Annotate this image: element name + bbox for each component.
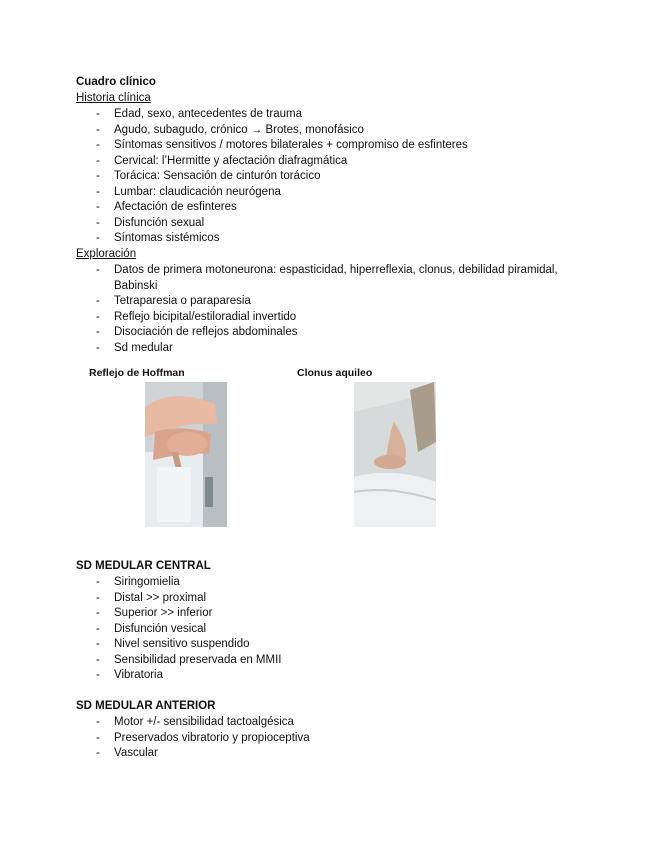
list-item: - Siringomielia	[96, 575, 596, 591]
list-item: - Disociación de reflejos abdominales	[96, 325, 586, 341]
section-title-sd-medular-central: SD MEDULAR CENTRAL	[76, 560, 211, 572]
list-item: - Disfunción vesical	[96, 622, 596, 638]
list-item: - Datos de primera motoneurona: espasticidad, hiperreflexia, clonus, debilidad piramidal, Babinski	[96, 263, 586, 294]
anterior-list	[96, 715, 596, 762]
list-item: - Sensibilidad preservada en MMII	[96, 653, 596, 669]
list-item: - Agudo, subagudo, crónico → Brotes, monofásico	[96, 123, 596, 139]
list-item: - Síntomas sistémicos	[96, 231, 596, 247]
list-item: - Preservados vibratorio y propioceptiva	[96, 731, 596, 747]
clonus-aquileo-photo	[354, 382, 436, 527]
subsection-title-exploracion: Exploración	[76, 248, 137, 260]
subsection-title-historia: Historia clínica	[76, 92, 151, 104]
hoffman-reflex-photo	[145, 382, 227, 527]
list-item: - Reflejo bicipital/estiloradial invertido	[96, 310, 586, 326]
historia-list	[96, 107, 596, 247]
list-item: - Distal >> proximal	[96, 591, 596, 607]
list-item: - Sd medular	[96, 341, 586, 357]
central-list	[96, 575, 596, 684]
figure-caption-hoffman: Reflejo de Hoffman	[89, 367, 185, 379]
section-title-cuadro-clinico: Cuadro clínico	[76, 76, 156, 88]
list-item: - Lumbar: claudicación neurógena	[96, 185, 596, 201]
list-item: - Motor +/- sensibilidad tactoalgésica	[96, 715, 596, 731]
list-item: - Tetraparesia o paraparesia	[96, 294, 586, 310]
list-item: - Síntomas sensitivos / motores bilaterales + compromiso de esfinteres	[96, 138, 596, 154]
exploracion-list	[96, 263, 586, 356]
list-item: - Afectación de esfinteres	[96, 200, 596, 216]
list-item: - Vascular	[96, 746, 596, 762]
list-item: - Cervical: l’Hermitte y afectación diafragmática	[96, 154, 596, 170]
figure-caption-clonus: Clonus aquileo	[297, 367, 373, 379]
list-item: - Superior >> inferior	[96, 606, 596, 622]
list-item: - Edad, sexo, antecedentes de trauma	[96, 107, 596, 123]
section-title-sd-medular-anterior: SD MEDULAR ANTERIOR	[76, 700, 216, 712]
list-item: - Torácica: Sensación de cinturón torácico	[96, 169, 596, 185]
list-item: - Disfunción sexual	[96, 216, 596, 232]
list-item: - Vibratoria	[96, 668, 596, 684]
list-item: - Nivel sensitivo suspendido	[96, 637, 596, 653]
